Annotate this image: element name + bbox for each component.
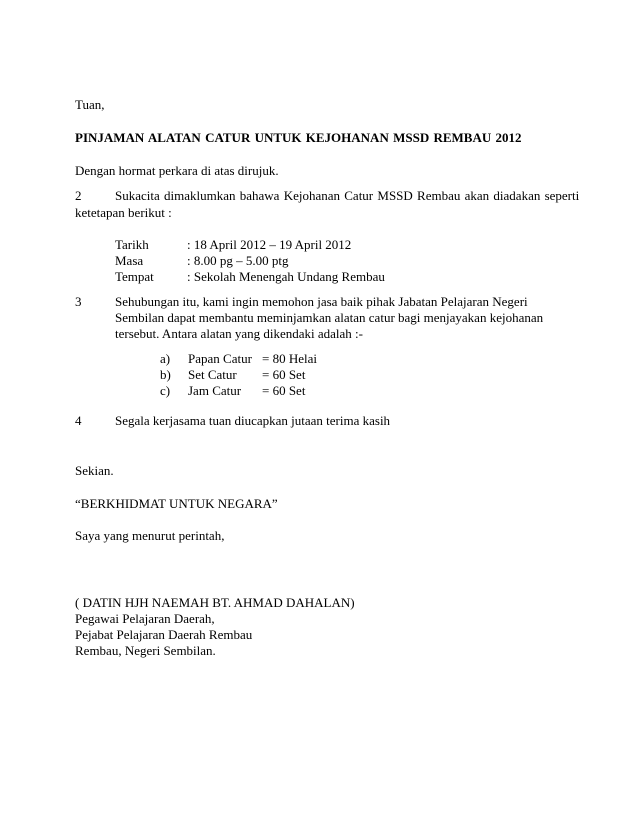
paragraph-2-line-1: Sukacita dimaklumkan bahawa Kejohanan Catur MSSD Rembau akan diadakan seperti: [115, 188, 580, 203]
closing: Sekian.: [75, 463, 114, 478]
signatory-name: ( DATIN HJH NAEMAH BT. AHMAD DAHALAN): [75, 595, 355, 610]
item-name-set-catur: Set Catur: [188, 367, 237, 382]
signatory-office: Pejabat Pelajaran Daerah Rembau: [75, 627, 253, 642]
subject-line: PINJAMAN ALATAN CATUR UNTUK KEJOHANAN MSSD REMBAU 2012: [75, 130, 522, 145]
sign-off: Saya yang menurut perintah,: [75, 528, 225, 543]
item-qty-papan-catur: = 80 Helai: [262, 351, 317, 366]
item-name-papan-catur: Papan Catur: [188, 351, 252, 366]
paragraph-3-line-1: Sehubungan itu, kami ingin memohon jasa baik pihak Jabatan Pelajaran Negeri: [115, 294, 528, 309]
item-qty-set-catur: = 60 Set: [262, 367, 306, 382]
signatory-address: Rembau, Negeri Sembilan.: [75, 643, 216, 658]
detail-value-tarikh: : 18 April 2012 – 19 April 2012: [187, 237, 352, 252]
item-name-jam-catur: Jam Catur: [188, 383, 242, 398]
paragraph-3-number: 3: [75, 294, 82, 309]
intro-paragraph: Dengan hormat perkara di atas dirujuk.: [75, 163, 279, 178]
item-marker-c: c): [160, 383, 171, 398]
paragraph-4-text: Segala kerjasama tuan diucapkan jutaan terima kasih: [115, 413, 391, 428]
paragraph-4-number: 4: [75, 413, 82, 428]
detail-label-tempat: Tempat: [115, 269, 154, 284]
paragraph-3-line-2: Sembilan dapat membantu meminjamkan alatan catur bagi menjayakan kejohanan: [115, 310, 544, 325]
detail-label-tarikh: Tarikh: [115, 237, 149, 252]
item-marker-a: a): [160, 351, 171, 366]
paragraph-3-line-3: tersebut. Antara alatan yang dikendaki adalah :-: [115, 326, 363, 341]
item-qty-jam-catur: = 60 Set: [262, 383, 306, 398]
motto: “BERKHIDMAT UNTUK NEGARA”: [75, 496, 278, 511]
detail-label-masa: Masa: [115, 253, 144, 268]
signatory-position: Pegawai Pelajaran Daerah,: [75, 611, 215, 626]
paragraph-2-number: 2: [75, 188, 82, 203]
salutation: Tuan,: [75, 97, 105, 112]
paragraph-2-line-2: ketetapan berikut :: [75, 205, 172, 220]
item-marker-b: b): [160, 367, 171, 382]
detail-value-masa: : 8.00 pg – 5.00 ptg: [187, 253, 289, 268]
detail-value-tempat: : Sekolah Menengah Undang Rembau: [187, 269, 385, 284]
